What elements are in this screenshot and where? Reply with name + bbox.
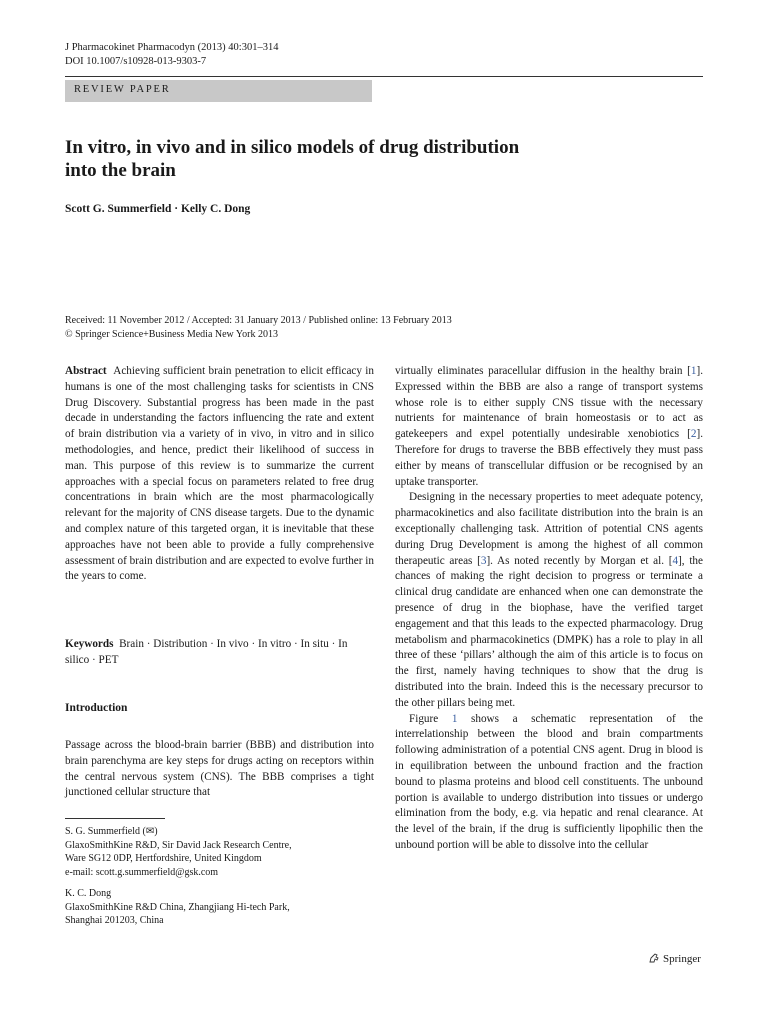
affil-1-name: S. G. Summerfield (✉) (65, 826, 158, 837)
doi[interactable]: DOI 10.1007/s10928-013-9303-7 (65, 56, 207, 67)
abstract-text: Achieving sufficient brain penetration to elicit efficacy in humans is one of the most challenging tasks for scientists in CNS Drug Discovery. Substantial progress has been made in the past decade in understanding the factors influencing the rate and extent of brain distribution via a variety of in vivo, in vitro and in silico methodologies, and hence, predict their likelihood of success in man. This purpose of this review is to summarize the current approaches with a special focus on parameters related to free drug concentrations in brain which are the most pharmacologically relevant for the majority of CNS disease targets. Due to the dynamic and complex nature of this targeted organ, it is inevitable that these approaches have not been able to provide a fully comprehensive assessment of brain distribution and are expected to evolve further in the years to come. (65, 365, 374, 583)
right-p2 (395, 490, 703, 711)
right-p2-text-c: ], the chances of making the right decision to progress or terminate a clinical drug candidate are enhanced when one can demonstrate the presence of drug in the biophase, have the verified target engagement and that this leads to the expected pharmacology. Drug metabolism and pharmacokinetics (DMPK) has a role to play in all three of these ‘pillars’ although the aim of this article is to focus on the first, namely having techniques to show that the drug is distributed into the brain. Indeed this is the necessary precursor to the other pillars being met. (395, 554, 703, 709)
section-label: REVIEW PAPER (74, 84, 171, 95)
affil-2-name: K. C. Dong (65, 888, 112, 899)
affil-1-email[interactable]: e-mail: scott.g.summerfield@gsk.com (65, 866, 219, 878)
header-rule (65, 76, 703, 77)
footnote-rule (65, 818, 165, 819)
right-p1 (395, 364, 703, 490)
abstract (65, 364, 374, 585)
right-p3-text-b: shows a schematic representation of the interrelationship between the blood and brain compartments following administration of a potential CNS agent. Drug in blood is in equilibration between the unbound fraction and the fraction bound to plasma proteins and blood cell constituents. The unbound portion is available to undergo distribution into tissues or undergo elimination from the body, e.g. via hepatic and renal clearance. At the level of the brain, if the drug is sufficiently lipophilic then the unbound portion will be able to dissolve into the cellular (395, 712, 703, 851)
publisher-footer (648, 952, 701, 965)
right-p2-text-b: ]. As noted recently by Morgan et al. [ (486, 554, 673, 567)
affil-2-org: GlaxoSmithKine R&D China, Zhangjiang Hi-tech Park, (65, 901, 290, 913)
right-p3 (395, 712, 703, 854)
springer-horse-icon (648, 952, 660, 964)
affiliation-1 (65, 825, 292, 879)
title-line-1: In vitro, in vivo and in silico models of drug distribution (65, 137, 520, 158)
title-line-2: into the brain (65, 160, 176, 181)
introduction-heading: Introduction (65, 702, 128, 714)
affil-2-address: Shanghai 201203, China (65, 915, 164, 926)
copyright: © Springer Science+Business Media New York 2013 (65, 329, 278, 340)
citation-2[interactable]: 2 (690, 428, 697, 441)
affil-1-org: GlaxoSmithKine R&D, Sir David Jack Research Centre, (65, 839, 292, 851)
citation-4[interactable]: 4 (672, 554, 679, 567)
affil-1-address: Ware SG12 0DP, Hertfordshire, United Kingdom (65, 853, 262, 864)
right-p1-text-b: ]. Expressed within the BBB are also a range of transport systems whose role is to either supply CNS tissue with the necessary nutrients for maintenance of brain homeostasis or to act as gatekeepers and expel potentially undesirable xenobiotics [ (395, 365, 703, 441)
intro-p1: Passage across the blood-brain barrier (BBB) and distribution into brain parenchyma are key steps for drugs acting on receptors within the central nervous system (CNS). The BBB comprises a tight junctioned cellular structure that (65, 739, 374, 799)
right-p1-text-c: ]. Therefore for drugs to traverse the BBB effectively they must pass either by means of transcellular diffusion or be recognised by an uptake transporter. (395, 428, 703, 488)
article-dates (65, 314, 452, 342)
article-title (65, 136, 665, 182)
affiliation-2 (65, 887, 290, 928)
right-p2-text-a: Designing in the necessary properties to meet adequate potency, pharmacokinetics and also facilitate distribution into the brain is an exceptionally challenging task. Attrition of potential CNS agents during Drug Development is among the highest of all common therapeutic areas [ (395, 491, 703, 567)
right-column (395, 364, 703, 854)
intro-paragraph (65, 738, 374, 801)
citation-1[interactable]: 1 (690, 365, 697, 377)
keywords (65, 637, 374, 669)
figure-ref-1[interactable]: 1 (451, 712, 458, 725)
keywords-text: Brain · Distribution · In vivo · In vitro · In situ · In silico · PET (65, 638, 348, 666)
authors: Scott G. Summerfield · Kelly C. Dong (65, 203, 251, 215)
keywords-label: Keywords (65, 638, 114, 650)
abstract-label: Abstract (65, 365, 107, 377)
right-p3-text-a: Figure (409, 712, 452, 725)
section-banner (65, 80, 372, 102)
right-p1-text-a: virtually eliminates paracellular diffusion in the healthy brain [ (395, 365, 691, 377)
journal-citation: J Pharmacokinet Pharmacodyn (2013) 40:301–314 (65, 42, 279, 53)
publisher-name: Springer (663, 953, 701, 965)
history-dates: Received: 11 November 2012 / Accepted: 31 January 2013 / Published online: 13 February 2013 (65, 315, 452, 326)
citation-3[interactable]: 3 (480, 554, 487, 567)
